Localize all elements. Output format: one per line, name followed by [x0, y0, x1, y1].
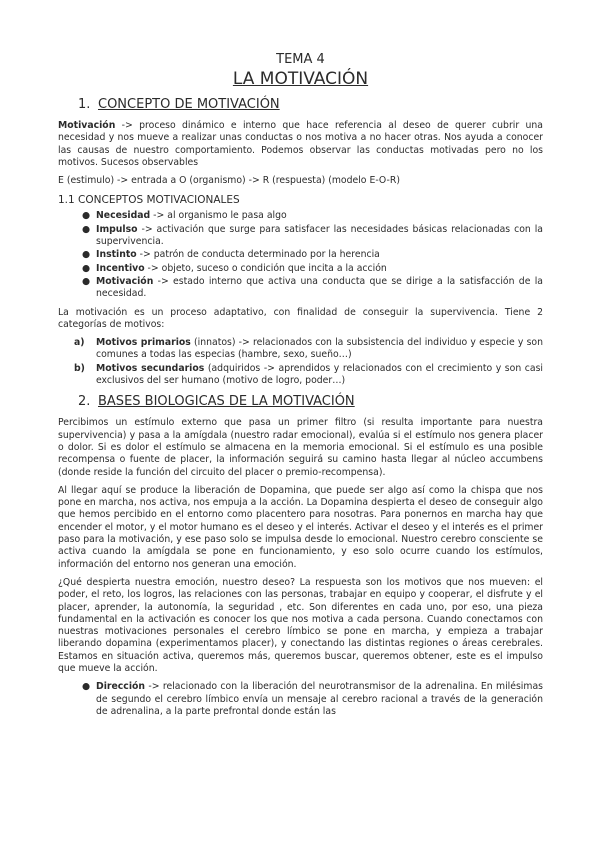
- list-item-text: (innatos) -> relacionados con la subsistencia del individuo y especie y son comunes a todas las especias (hambre, sexo, sueño…): [96, 337, 543, 361]
- list-item: [82, 275, 543, 301]
- section-1-title: CONCEPTO DE MOTIVACIÓN: [98, 97, 280, 112]
- list-item: [74, 362, 544, 388]
- bullet-dot-icon: ●: [82, 262, 91, 274]
- list-marker: a): [74, 337, 85, 349]
- list-item-text: -> activación que surge para satisfacer las necesidades básicas relacionadas con la supervivencia.: [96, 223, 543, 248]
- motivation-definition: [58, 120, 543, 169]
- list-item: [82, 262, 543, 275]
- section-2-number: 2.: [78, 394, 91, 410]
- section-1-number: 1.: [78, 97, 91, 112]
- document-content: [58, 52, 543, 724]
- list-item: [82, 249, 543, 261]
- bullet-dot-icon: ●: [82, 210, 91, 222]
- list-item-term: Motivos secundarios: [96, 362, 205, 374]
- list-item: [82, 681, 543, 718]
- biological-paragraph-2: Al llegar aquí se produce la liberación de Dopamina, que puede ser algo así como la chispa que nos pone en marcha, nos activa, nos empuja a la acción. La Dopamina despierta el deseo de conseguir algo que hemos percibido en el entorno como placentero para nosotras. Para ponernos en marcha hay que encender el motor, y el motor humano es el deseo y el interés. Activar el deseo y el interés es el primer paso para la motivación, y ese paso solo se impulsa desde lo emocional. Nuestro cerebro consciente se activa cuando la amígdala se pone en funcionamiento, y eso solo ocurre cuando los estímulos, información del entorno nos generan una emoción.: [58, 484, 543, 570]
- section-2-title: BASES BIOLOGICAS DE LA MOTIVACIÓN: [98, 394, 355, 410]
- list-item-term: Dirección: [96, 681, 146, 693]
- motivational-concepts-list: [58, 210, 543, 300]
- list-item-term: Motivación: [96, 275, 154, 287]
- bullet-dot-icon: ●: [82, 275, 91, 287]
- section-1-heading: [58, 96, 543, 114]
- list-item: [74, 337, 543, 362]
- bullet-dot-icon: ●: [82, 223, 91, 235]
- subsection-1-1-title: 1.1 CONCEPTOS MOTIVACIONALES: [58, 194, 240, 207]
- list-item: [82, 223, 543, 249]
- biological-paragraph-1: Percibimos un estímulo externo que pasa un primer filtro (si resulta importante para nuestra supervivencia) y pasa a la amígdala (nuestro radar emocional), evalúa si el estímulo nos genera placer o dolor. Si es dolor el estímulo se almacena en la memoria emocional. Si el estímulo es una posible recompensa o fuente de placer, la información seguirá su camino hasta llegar al núcleo accumbens (donde reside la función del circuito del placer o premio-recompensa).: [58, 417, 543, 478]
- list-item-text: -> objeto, suceso o condición que incita a la acción: [144, 262, 387, 274]
- eor-model: E (estimulo) -> entrada a O (organismo) -> R (respuesta) (modelo E-O-R): [58, 175, 400, 187]
- tema-label: TEMA 4: [276, 52, 325, 67]
- list-item-text: -> patrón de conducta determinado por la herencia: [136, 249, 380, 261]
- definition-term: Motivación: [58, 120, 116, 131]
- list-item-text: -> estado interno que activa una conducta que se dirige a la satisfacción de la necesidad.: [96, 275, 543, 300]
- definition-text: -> proceso dinámico e interno que hace referencia al deseo de querer cubrir una necesidad y nos mueve a realizar unas conductas o nos motiva a no hacer otras. Nos ayuda a conocer las causas de nuestro comportamiento. Podemos observar las conductas motivadas pero no los motivos. Sucesos observables: [58, 120, 543, 168]
- list-item: [82, 210, 543, 222]
- list-item-term: Impulso: [96, 223, 138, 235]
- adaptive-paragraph: La motivación es un proceso adaptativo, con finalidad de conseguir la supervivencia. Tiene 2 categorías de motivos:: [58, 306, 543, 330]
- list-item-text: -> relacionado con la liberación del neurotransmisor de la adrenalina. En milésimas de segundo el cerebro límbico envía un mensaje al cerebro racional a través de la generación de adrenalina, a la parte prefrontal donde están las: [96, 681, 543, 717]
- list-item-text: (adquiridos -> aprendidos y relacionados con el crecimiento y son casi exclusivos del ser humano (motivo de logro, poder…): [96, 362, 544, 387]
- bullet-dot-icon: ●: [82, 681, 91, 693]
- list-item-term: Instinto: [96, 249, 137, 261]
- section-2-heading: [58, 393, 543, 411]
- biological-list: [58, 681, 543, 718]
- page-title: LA MOTIVACIÓN: [232, 69, 369, 89]
- biological-paragraph-3: ¿Qué despierta nuestra emoción, nuestro deseo? La respuesta son los motivos que nos mueven: el poder, el reto, los logros, las relaciones con las personas, trabajar en equipo y cooperar, el disfrute y el placer, aprender, la autonomía, la seguridad , etc. Son diferentes en cada uno, por eso, una pieza fundamental en la activación es conocer los que nos motiva a cada persona. Cuando conectamos con nuestras motivaciones personales el cerebro límbico se pone en marcha, y empieza a trabajar liberando dopamina (experimentamos placer), y conectando las distintas regiones o áreas cerebrales. Estamos en situación activa, queremos más, queremos buscar, queremos obtener, este es el impulso que mueve la acción.: [58, 576, 543, 674]
- bullet-dot-icon: ●: [82, 249, 91, 261]
- list-item-term: Necesidad: [96, 210, 151, 222]
- list-item-term: Motivos primarios: [96, 337, 191, 349]
- list-item-term: Incentivo: [96, 262, 145, 274]
- list-marker: b): [74, 362, 85, 374]
- list-item-text: -> al organismo le pasa algo: [150, 210, 287, 222]
- motives-list: [58, 337, 543, 387]
